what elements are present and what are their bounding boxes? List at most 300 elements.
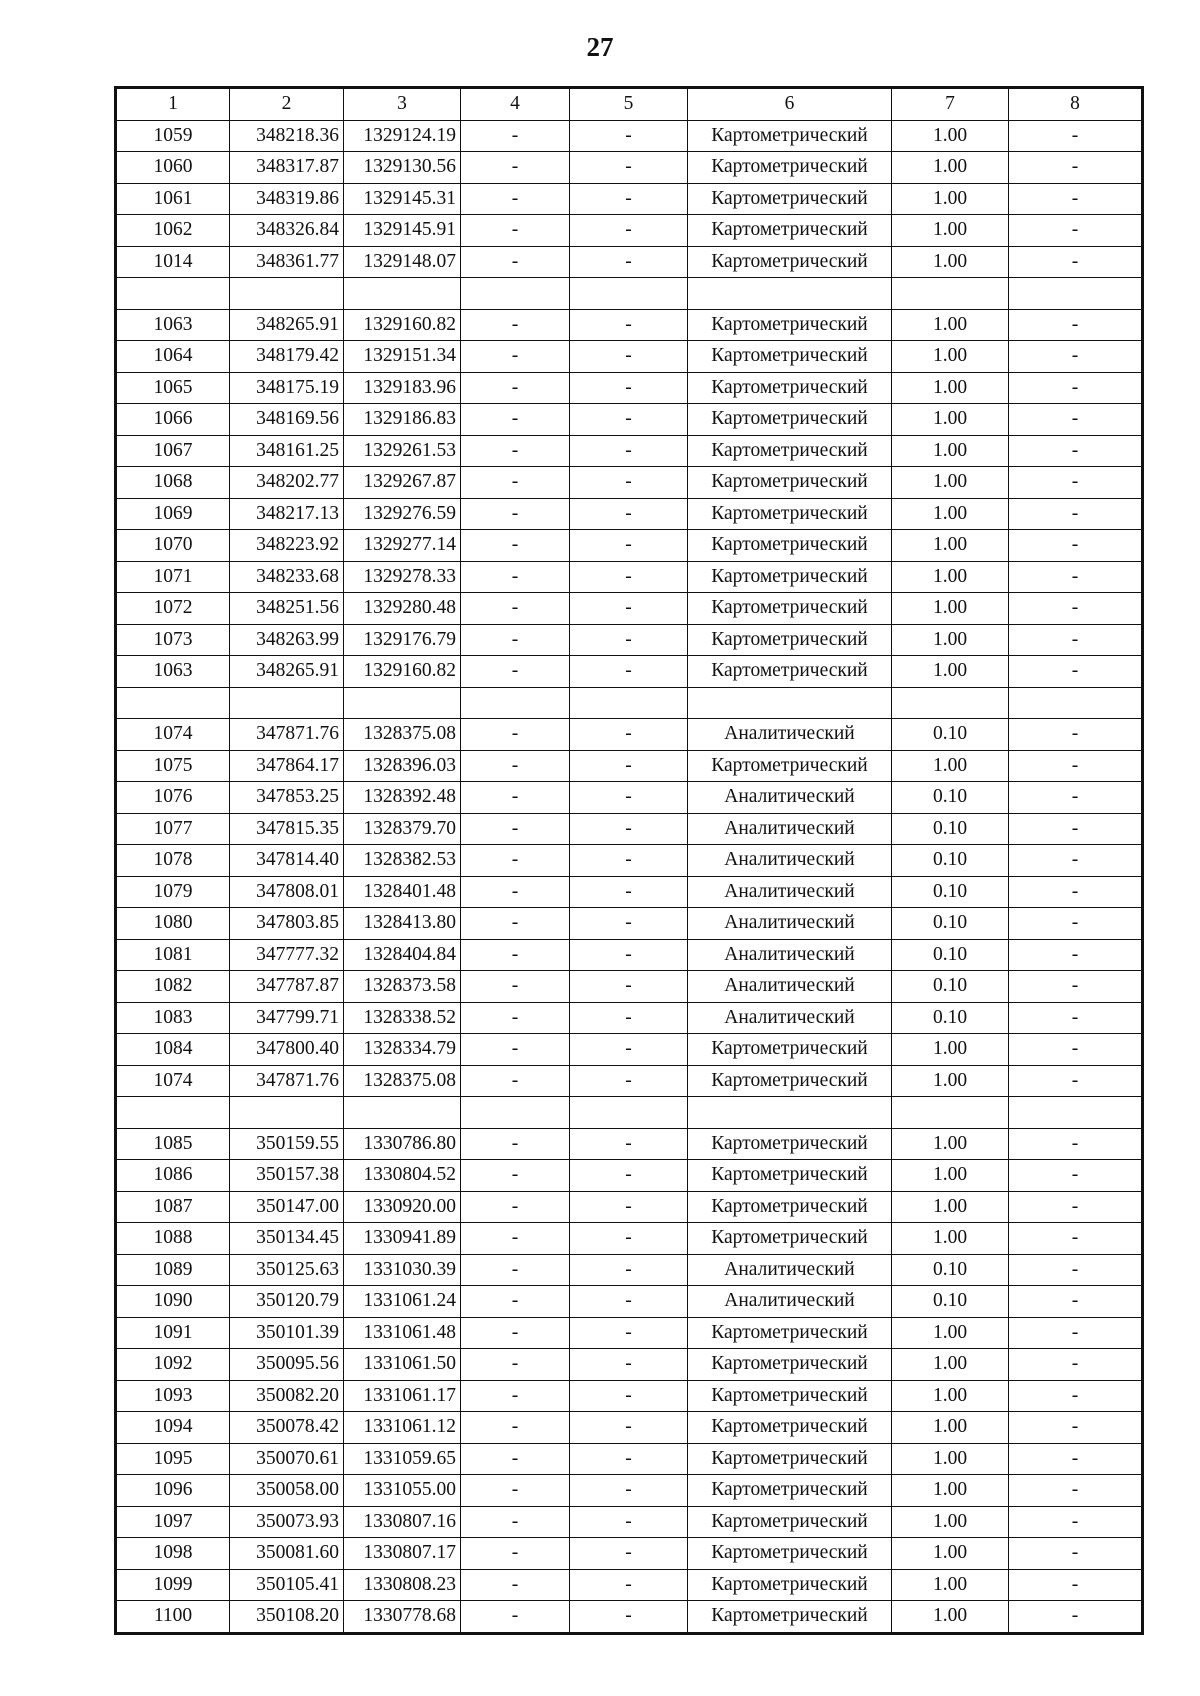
- column-header-5: 5: [570, 88, 688, 121]
- cell-point-number: 1068: [116, 467, 230, 499]
- cell-col-4: -: [461, 971, 570, 1003]
- cell-accuracy: 1.00: [892, 1128, 1009, 1160]
- cell-point-number: [116, 278, 230, 310]
- cell-col-5: -: [570, 971, 688, 1003]
- table-row: [116, 1254, 1143, 1286]
- cell-method: [688, 278, 892, 310]
- cell-col-5: [570, 687, 688, 719]
- cell-accuracy: [892, 1097, 1009, 1129]
- cell-point-number: 1062: [116, 215, 230, 247]
- cell-col-8: [1009, 278, 1143, 310]
- cell-x-coordinate: 350058.00: [230, 1475, 344, 1507]
- cell-x-coordinate: 348361.77: [230, 246, 344, 278]
- cell-method: Картометрический: [688, 1128, 892, 1160]
- cell-col-8: -: [1009, 1128, 1143, 1160]
- cell-point-number: 1094: [116, 1412, 230, 1444]
- cell-x-coordinate: 350095.56: [230, 1349, 344, 1381]
- table-row: [116, 845, 1143, 877]
- cell-col-5: -: [570, 246, 688, 278]
- cell-col-8: -: [1009, 435, 1143, 467]
- cell-point-number: 1078: [116, 845, 230, 877]
- cell-method: Картометрический: [688, 215, 892, 247]
- cell-col-5: -: [570, 624, 688, 656]
- cell-method: Картометрический: [688, 498, 892, 530]
- cell-col-4: -: [461, 750, 570, 782]
- cell-col-4: -: [461, 1191, 570, 1223]
- cell-method: Аналитический: [688, 813, 892, 845]
- cell-point-number: 1099: [116, 1569, 230, 1601]
- cell-x-coordinate: 347871.76: [230, 1065, 344, 1097]
- cell-col-8: -: [1009, 845, 1143, 877]
- cell-y-coordinate: 1329160.82: [344, 656, 461, 688]
- cell-method: Картометрический: [688, 341, 892, 373]
- cell-col-5: [570, 278, 688, 310]
- cell-method: Картометрический: [688, 467, 892, 499]
- cell-point-number: 1076: [116, 782, 230, 814]
- cell-method: [688, 687, 892, 719]
- cell-accuracy: 1.00: [892, 404, 1009, 436]
- cell-col-5: -: [570, 1160, 688, 1192]
- cell-y-coordinate: 1331061.12: [344, 1412, 461, 1444]
- cell-accuracy: 1.00: [892, 1160, 1009, 1192]
- cell-method: Картометрический: [688, 404, 892, 436]
- cell-col-5: -: [570, 1286, 688, 1318]
- cell-x-coordinate: 350108.20: [230, 1601, 344, 1634]
- cell-y-coordinate: 1330807.16: [344, 1506, 461, 1538]
- table-row: [116, 939, 1143, 971]
- cell-col-4: -: [461, 719, 570, 751]
- cell-method: Аналитический: [688, 971, 892, 1003]
- cell-col-8: -: [1009, 719, 1143, 751]
- cell-x-coordinate: 348217.13: [230, 498, 344, 530]
- cell-col-5: -: [570, 498, 688, 530]
- table-header-row: [116, 88, 1143, 121]
- cell-col-8: -: [1009, 1223, 1143, 1255]
- cell-col-8: -: [1009, 1506, 1143, 1538]
- cell-x-coordinate: 350157.38: [230, 1160, 344, 1192]
- cell-method: Картометрический: [688, 1412, 892, 1444]
- cell-accuracy: 0.10: [892, 813, 1009, 845]
- cell-method: Картометрический: [688, 1506, 892, 1538]
- cell-col-4: -: [461, 1034, 570, 1066]
- cell-col-4: -: [461, 782, 570, 814]
- cell-point-number: 1081: [116, 939, 230, 971]
- cell-col-8: -: [1009, 1475, 1143, 1507]
- cell-y-coordinate: 1330941.89: [344, 1223, 461, 1255]
- table-row: [116, 908, 1143, 940]
- cell-x-coordinate: 347853.25: [230, 782, 344, 814]
- cell-col-4: -: [461, 215, 570, 247]
- cell-col-4: -: [461, 1569, 570, 1601]
- cell-point-number: 1100: [116, 1601, 230, 1634]
- cell-method: Аналитический: [688, 908, 892, 940]
- cell-accuracy: 1.00: [892, 1317, 1009, 1349]
- table-row: [116, 372, 1143, 404]
- table-row: [116, 1191, 1143, 1223]
- table-row: [116, 498, 1143, 530]
- cell-y-coordinate: 1329151.34: [344, 341, 461, 373]
- table-row: [116, 1317, 1143, 1349]
- table-row: [116, 1286, 1143, 1318]
- cell-col-4: -: [461, 372, 570, 404]
- cell-method: Аналитический: [688, 1002, 892, 1034]
- cell-point-number: 1070: [116, 530, 230, 562]
- cell-col-5: -: [570, 719, 688, 751]
- cell-x-coordinate: 350070.61: [230, 1443, 344, 1475]
- cell-method: Картометрический: [688, 1569, 892, 1601]
- cell-y-coordinate: 1329267.87: [344, 467, 461, 499]
- cell-accuracy: 0.10: [892, 939, 1009, 971]
- cell-x-coordinate: 348251.56: [230, 593, 344, 625]
- cell-accuracy: 1.00: [892, 1412, 1009, 1444]
- cell-method: Картометрический: [688, 1380, 892, 1412]
- cell-col-8: -: [1009, 750, 1143, 782]
- cell-col-4: -: [461, 1128, 570, 1160]
- cell-y-coordinate: 1328396.03: [344, 750, 461, 782]
- cell-col-8: -: [1009, 530, 1143, 562]
- table-row: [116, 561, 1143, 593]
- cell-col-5: -: [570, 939, 688, 971]
- cell-method: Картометрический: [688, 1538, 892, 1570]
- cell-y-coordinate: 1328334.79: [344, 1034, 461, 1066]
- cell-accuracy: 1.00: [892, 1065, 1009, 1097]
- cell-point-number: 1085: [116, 1128, 230, 1160]
- cell-y-coordinate: 1329280.48: [344, 593, 461, 625]
- cell-point-number: 1086: [116, 1160, 230, 1192]
- cell-accuracy: 1.00: [892, 309, 1009, 341]
- column-header-2: 2: [230, 88, 344, 121]
- cell-method: Аналитический: [688, 845, 892, 877]
- table-row: [116, 813, 1143, 845]
- table-row: [116, 1601, 1143, 1634]
- table-row: [116, 624, 1143, 656]
- cell-y-coordinate: [344, 278, 461, 310]
- cell-x-coordinate: 350081.60: [230, 1538, 344, 1570]
- cell-y-coordinate: 1328392.48: [344, 782, 461, 814]
- table-row: [116, 246, 1143, 278]
- table-row: [116, 593, 1143, 625]
- cell-y-coordinate: 1328375.08: [344, 719, 461, 751]
- table-body: [116, 120, 1143, 1633]
- cell-method: Аналитический: [688, 782, 892, 814]
- cell-method: Картометрический: [688, 183, 892, 215]
- cell-y-coordinate: 1329148.07: [344, 246, 461, 278]
- cell-col-5: -: [570, 1223, 688, 1255]
- cell-col-5: -: [570, 1443, 688, 1475]
- cell-point-number: 1059: [116, 120, 230, 152]
- cell-method: Картометрический: [688, 561, 892, 593]
- cell-x-coordinate: 350159.55: [230, 1128, 344, 1160]
- table-row: [116, 467, 1143, 499]
- cell-x-coordinate: 348263.99: [230, 624, 344, 656]
- cell-x-coordinate: 347787.87: [230, 971, 344, 1003]
- cell-col-4: -: [461, 530, 570, 562]
- cell-col-8: -: [1009, 246, 1143, 278]
- cell-x-coordinate: 347799.71: [230, 1002, 344, 1034]
- cell-accuracy: [892, 687, 1009, 719]
- cell-col-5: -: [570, 467, 688, 499]
- cell-col-8: -: [1009, 1569, 1143, 1601]
- cell-col-4: -: [461, 152, 570, 184]
- cell-accuracy: 1.00: [892, 152, 1009, 184]
- cell-x-coordinate: 347808.01: [230, 876, 344, 908]
- cell-point-number: 1063: [116, 309, 230, 341]
- cell-col-5: -: [570, 845, 688, 877]
- cell-method: Картометрический: [688, 1601, 892, 1634]
- cell-y-coordinate: 1328373.58: [344, 971, 461, 1003]
- cell-x-coordinate: 348175.19: [230, 372, 344, 404]
- cell-x-coordinate: [230, 1097, 344, 1129]
- cell-col-8: -: [1009, 1601, 1143, 1634]
- cell-col-5: -: [570, 215, 688, 247]
- cell-col-4: -: [461, 845, 570, 877]
- table-row: [116, 719, 1143, 751]
- column-header-1: 1: [116, 88, 230, 121]
- cell-col-8: -: [1009, 1002, 1143, 1034]
- cell-col-4: -: [461, 1002, 570, 1034]
- cell-y-coordinate: 1330920.00: [344, 1191, 461, 1223]
- cell-x-coordinate: 347871.76: [230, 719, 344, 751]
- cell-accuracy: 1.00: [892, 593, 1009, 625]
- cell-point-number: 1075: [116, 750, 230, 782]
- cell-accuracy: 1.00: [892, 530, 1009, 562]
- table-row: [116, 1223, 1143, 1255]
- cell-col-5: -: [570, 152, 688, 184]
- cell-col-5: -: [570, 1191, 688, 1223]
- cell-method: Картометрический: [688, 152, 892, 184]
- cell-point-number: 1090: [116, 1286, 230, 1318]
- cell-col-5: -: [570, 309, 688, 341]
- cell-point-number: 1084: [116, 1034, 230, 1066]
- cell-col-8: -: [1009, 1538, 1143, 1570]
- cell-col-4: -: [461, 309, 570, 341]
- cell-x-coordinate: 350120.79: [230, 1286, 344, 1318]
- cell-col-8: -: [1009, 1254, 1143, 1286]
- cell-accuracy: 1.00: [892, 435, 1009, 467]
- cell-col-8: -: [1009, 1380, 1143, 1412]
- cell-col-8: -: [1009, 1412, 1143, 1444]
- cell-col-5: -: [570, 1128, 688, 1160]
- cell-y-coordinate: 1329261.53: [344, 435, 461, 467]
- separator-row: [116, 687, 1143, 719]
- cell-method: Картометрический: [688, 1160, 892, 1192]
- cell-method: Аналитический: [688, 876, 892, 908]
- table-row: [116, 530, 1143, 562]
- cell-point-number: 1082: [116, 971, 230, 1003]
- cell-col-4: -: [461, 876, 570, 908]
- cell-x-coordinate: 348265.91: [230, 309, 344, 341]
- cell-col-5: [570, 1097, 688, 1129]
- cell-point-number: 1060: [116, 152, 230, 184]
- cell-col-5: -: [570, 561, 688, 593]
- cell-accuracy: 1.00: [892, 498, 1009, 530]
- cell-point-number: 1089: [116, 1254, 230, 1286]
- cell-x-coordinate: 348202.77: [230, 467, 344, 499]
- table-row: [116, 309, 1143, 341]
- cell-method: Картометрический: [688, 656, 892, 688]
- cell-col-8: -: [1009, 183, 1143, 215]
- cell-method: Картометрический: [688, 372, 892, 404]
- cell-accuracy: 1.00: [892, 183, 1009, 215]
- cell-accuracy: 1.00: [892, 341, 1009, 373]
- table-row: [116, 1128, 1143, 1160]
- cell-x-coordinate: [230, 687, 344, 719]
- cell-x-coordinate: [230, 278, 344, 310]
- cell-col-8: -: [1009, 1065, 1143, 1097]
- cell-point-number: 1069: [116, 498, 230, 530]
- cell-point-number: 1080: [116, 908, 230, 940]
- cell-col-4: -: [461, 467, 570, 499]
- cell-method: Аналитический: [688, 1286, 892, 1318]
- cell-col-4: -: [461, 1349, 570, 1381]
- table-row: [116, 971, 1143, 1003]
- cell-col-5: -: [570, 1254, 688, 1286]
- table-row: [116, 1538, 1143, 1570]
- cell-y-coordinate: 1328401.48: [344, 876, 461, 908]
- cell-accuracy: 1.00: [892, 215, 1009, 247]
- cell-method: Картометрический: [688, 1223, 892, 1255]
- cell-col-4: -: [461, 1286, 570, 1318]
- cell-point-number: 1071: [116, 561, 230, 593]
- cell-col-5: -: [570, 1538, 688, 1570]
- page-number: 27: [586, 32, 614, 62]
- cell-x-coordinate: 350073.93: [230, 1506, 344, 1538]
- column-header-4: 4: [461, 88, 570, 121]
- cell-accuracy: 0.10: [892, 908, 1009, 940]
- cell-col-8: -: [1009, 372, 1143, 404]
- cell-col-5: -: [570, 372, 688, 404]
- table-row: [116, 656, 1143, 688]
- cell-col-5: -: [570, 1349, 688, 1381]
- cell-accuracy: 1.00: [892, 1380, 1009, 1412]
- cell-col-5: -: [570, 593, 688, 625]
- cell-col-5: -: [570, 530, 688, 562]
- cell-y-coordinate: 1328338.52: [344, 1002, 461, 1034]
- cell-accuracy: 1.00: [892, 1191, 1009, 1223]
- cell-point-number: 1074: [116, 1065, 230, 1097]
- cell-col-8: -: [1009, 813, 1143, 845]
- cell-method: Картометрический: [688, 435, 892, 467]
- cell-accuracy: 1.00: [892, 1223, 1009, 1255]
- cell-accuracy: 1.00: [892, 624, 1009, 656]
- cell-col-5: -: [570, 404, 688, 436]
- table-row: [116, 782, 1143, 814]
- cell-y-coordinate: 1329276.59: [344, 498, 461, 530]
- cell-col-4: -: [461, 908, 570, 940]
- cell-col-5: -: [570, 1475, 688, 1507]
- cell-accuracy: 0.10: [892, 971, 1009, 1003]
- cell-x-coordinate: 350101.39: [230, 1317, 344, 1349]
- cell-y-coordinate: 1331055.00: [344, 1475, 461, 1507]
- cell-col-8: -: [1009, 782, 1143, 814]
- cell-col-4: -: [461, 1380, 570, 1412]
- cell-col-5: -: [570, 750, 688, 782]
- cell-point-number: 1073: [116, 624, 230, 656]
- cell-accuracy: 0.10: [892, 1254, 1009, 1286]
- cell-method: Картометрический: [688, 120, 892, 152]
- cell-col-5: -: [570, 1002, 688, 1034]
- cell-x-coordinate: 347800.40: [230, 1034, 344, 1066]
- cell-accuracy: 0.10: [892, 1286, 1009, 1318]
- cell-col-8: -: [1009, 876, 1143, 908]
- cell-col-4: [461, 687, 570, 719]
- cell-point-number: 1066: [116, 404, 230, 436]
- cell-accuracy: 1.00: [892, 246, 1009, 278]
- cell-col-8: -: [1009, 1443, 1143, 1475]
- table-row: [116, 876, 1143, 908]
- cell-y-coordinate: 1329277.14: [344, 530, 461, 562]
- cell-col-5: -: [570, 813, 688, 845]
- cell-col-4: -: [461, 183, 570, 215]
- cell-col-5: -: [570, 1506, 688, 1538]
- cell-y-coordinate: 1329160.82: [344, 309, 461, 341]
- cell-method: Картометрический: [688, 1065, 892, 1097]
- cell-col-8: -: [1009, 215, 1143, 247]
- cell-point-number: 1065: [116, 372, 230, 404]
- cell-col-8: -: [1009, 498, 1143, 530]
- table-row: [116, 1506, 1143, 1538]
- cell-accuracy: 0.10: [892, 782, 1009, 814]
- column-header-7: 7: [892, 88, 1009, 121]
- cell-col-8: -: [1009, 309, 1143, 341]
- cell-col-8: -: [1009, 908, 1143, 940]
- cell-accuracy: 0.10: [892, 845, 1009, 877]
- cell-y-coordinate: 1328382.53: [344, 845, 461, 877]
- cell-col-5: -: [570, 1065, 688, 1097]
- cell-col-4: -: [461, 1223, 570, 1255]
- cell-y-coordinate: 1330808.23: [344, 1569, 461, 1601]
- cell-col-5: -: [570, 1412, 688, 1444]
- cell-y-coordinate: 1331061.24: [344, 1286, 461, 1318]
- cell-col-5: -: [570, 782, 688, 814]
- cell-y-coordinate: 1331061.48: [344, 1317, 461, 1349]
- cell-col-4: -: [461, 404, 570, 436]
- cell-accuracy: 1.00: [892, 1569, 1009, 1601]
- cell-point-number: 1061: [116, 183, 230, 215]
- cell-col-8: [1009, 687, 1143, 719]
- cell-col-8: -: [1009, 1160, 1143, 1192]
- cell-col-5: -: [570, 1601, 688, 1634]
- cell-point-number: [116, 687, 230, 719]
- cell-x-coordinate: 347777.32: [230, 939, 344, 971]
- cell-accuracy: 1.00: [892, 372, 1009, 404]
- table-row: [116, 120, 1143, 152]
- cell-point-number: 1072: [116, 593, 230, 625]
- table-row: [116, 1349, 1143, 1381]
- cell-accuracy: 1.00: [892, 120, 1009, 152]
- cell-y-coordinate: 1328379.70: [344, 813, 461, 845]
- cell-y-coordinate: 1329183.96: [344, 372, 461, 404]
- cell-col-5: -: [570, 1317, 688, 1349]
- cell-method: Картометрический: [688, 309, 892, 341]
- cell-col-8: -: [1009, 971, 1143, 1003]
- cell-method: Картометрический: [688, 624, 892, 656]
- cell-method: Картометрический: [688, 1349, 892, 1381]
- cell-y-coordinate: 1329186.83: [344, 404, 461, 436]
- table-row: [116, 1034, 1143, 1066]
- cell-col-8: -: [1009, 341, 1143, 373]
- cell-method: Картометрический: [688, 1443, 892, 1475]
- cell-col-4: -: [461, 813, 570, 845]
- cell-x-coordinate: 350147.00: [230, 1191, 344, 1223]
- cell-y-coordinate: [344, 687, 461, 719]
- cell-y-coordinate: 1329124.19: [344, 120, 461, 152]
- cell-y-coordinate: 1329278.33: [344, 561, 461, 593]
- cell-x-coordinate: 348326.84: [230, 215, 344, 247]
- cell-col-8: -: [1009, 593, 1143, 625]
- cell-method: Аналитический: [688, 719, 892, 751]
- cell-col-8: [1009, 1097, 1143, 1129]
